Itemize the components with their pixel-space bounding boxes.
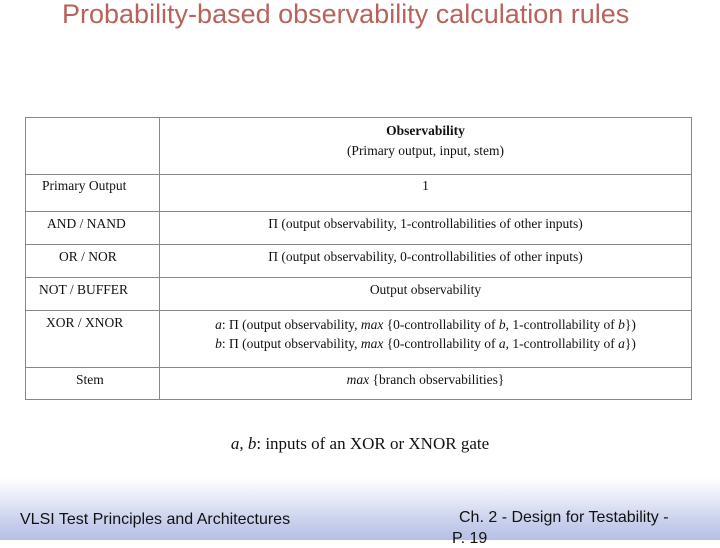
observability-rules-table <box>25 117 692 400</box>
rule-text: Π (output observability, 0-controllabilities of other inputs) <box>268 249 583 264</box>
rule-text: Output observability <box>369 282 482 297</box>
rule-text: 1 <box>422 178 429 193</box>
header-subtitle: (Primary output, input, stem) <box>346 143 505 158</box>
table-row-stem <box>26 367 691 399</box>
table-row-or-nor <box>26 244 691 278</box>
table-row-primary-output <box>26 174 691 212</box>
rule-text: Π (output observability, 1-controllabilities of other inputs) <box>268 216 583 231</box>
table-row-xor-xnor <box>26 310 691 368</box>
rule-text <box>160 315 691 353</box>
header-title: Observability <box>386 123 465 138</box>
gate-label: Stem <box>76 372 104 387</box>
footer-page-number: P. 19 <box>452 530 488 547</box>
table-caption: a, b: inputs of an XOR or XNOR gate <box>230 434 490 453</box>
rule-line-b: b: Π (output observability, max {0-controllability of a, 1-controllability of a}) <box>215 336 636 351</box>
gate-label: AND / NAND <box>47 216 126 231</box>
gate-label: XOR / XNOR <box>46 315 124 330</box>
gate-label: Primary Output <box>42 178 127 193</box>
header-observability-cell <box>160 121 691 161</box>
table-row-not-buffer <box>26 277 691 311</box>
footer-course-title: VLSI Test Principles and Architectures <box>20 511 291 528</box>
slide-title: Probability-based observability calculation rules <box>62 0 630 29</box>
footer-chapter: Ch. 2 - Design for Testability - <box>459 509 669 526</box>
table-header-row <box>26 118 691 175</box>
gate-label: NOT / BUFFER <box>39 282 129 297</box>
rule-line-a: a: Π (output observability, max {0-controllability of b, 1-controllability of b}) <box>215 317 636 332</box>
rule-text: max {branch observabilities} <box>346 372 505 387</box>
gate-label: OR / NOR <box>59 249 117 264</box>
table-row-and-nand <box>26 211 691 245</box>
